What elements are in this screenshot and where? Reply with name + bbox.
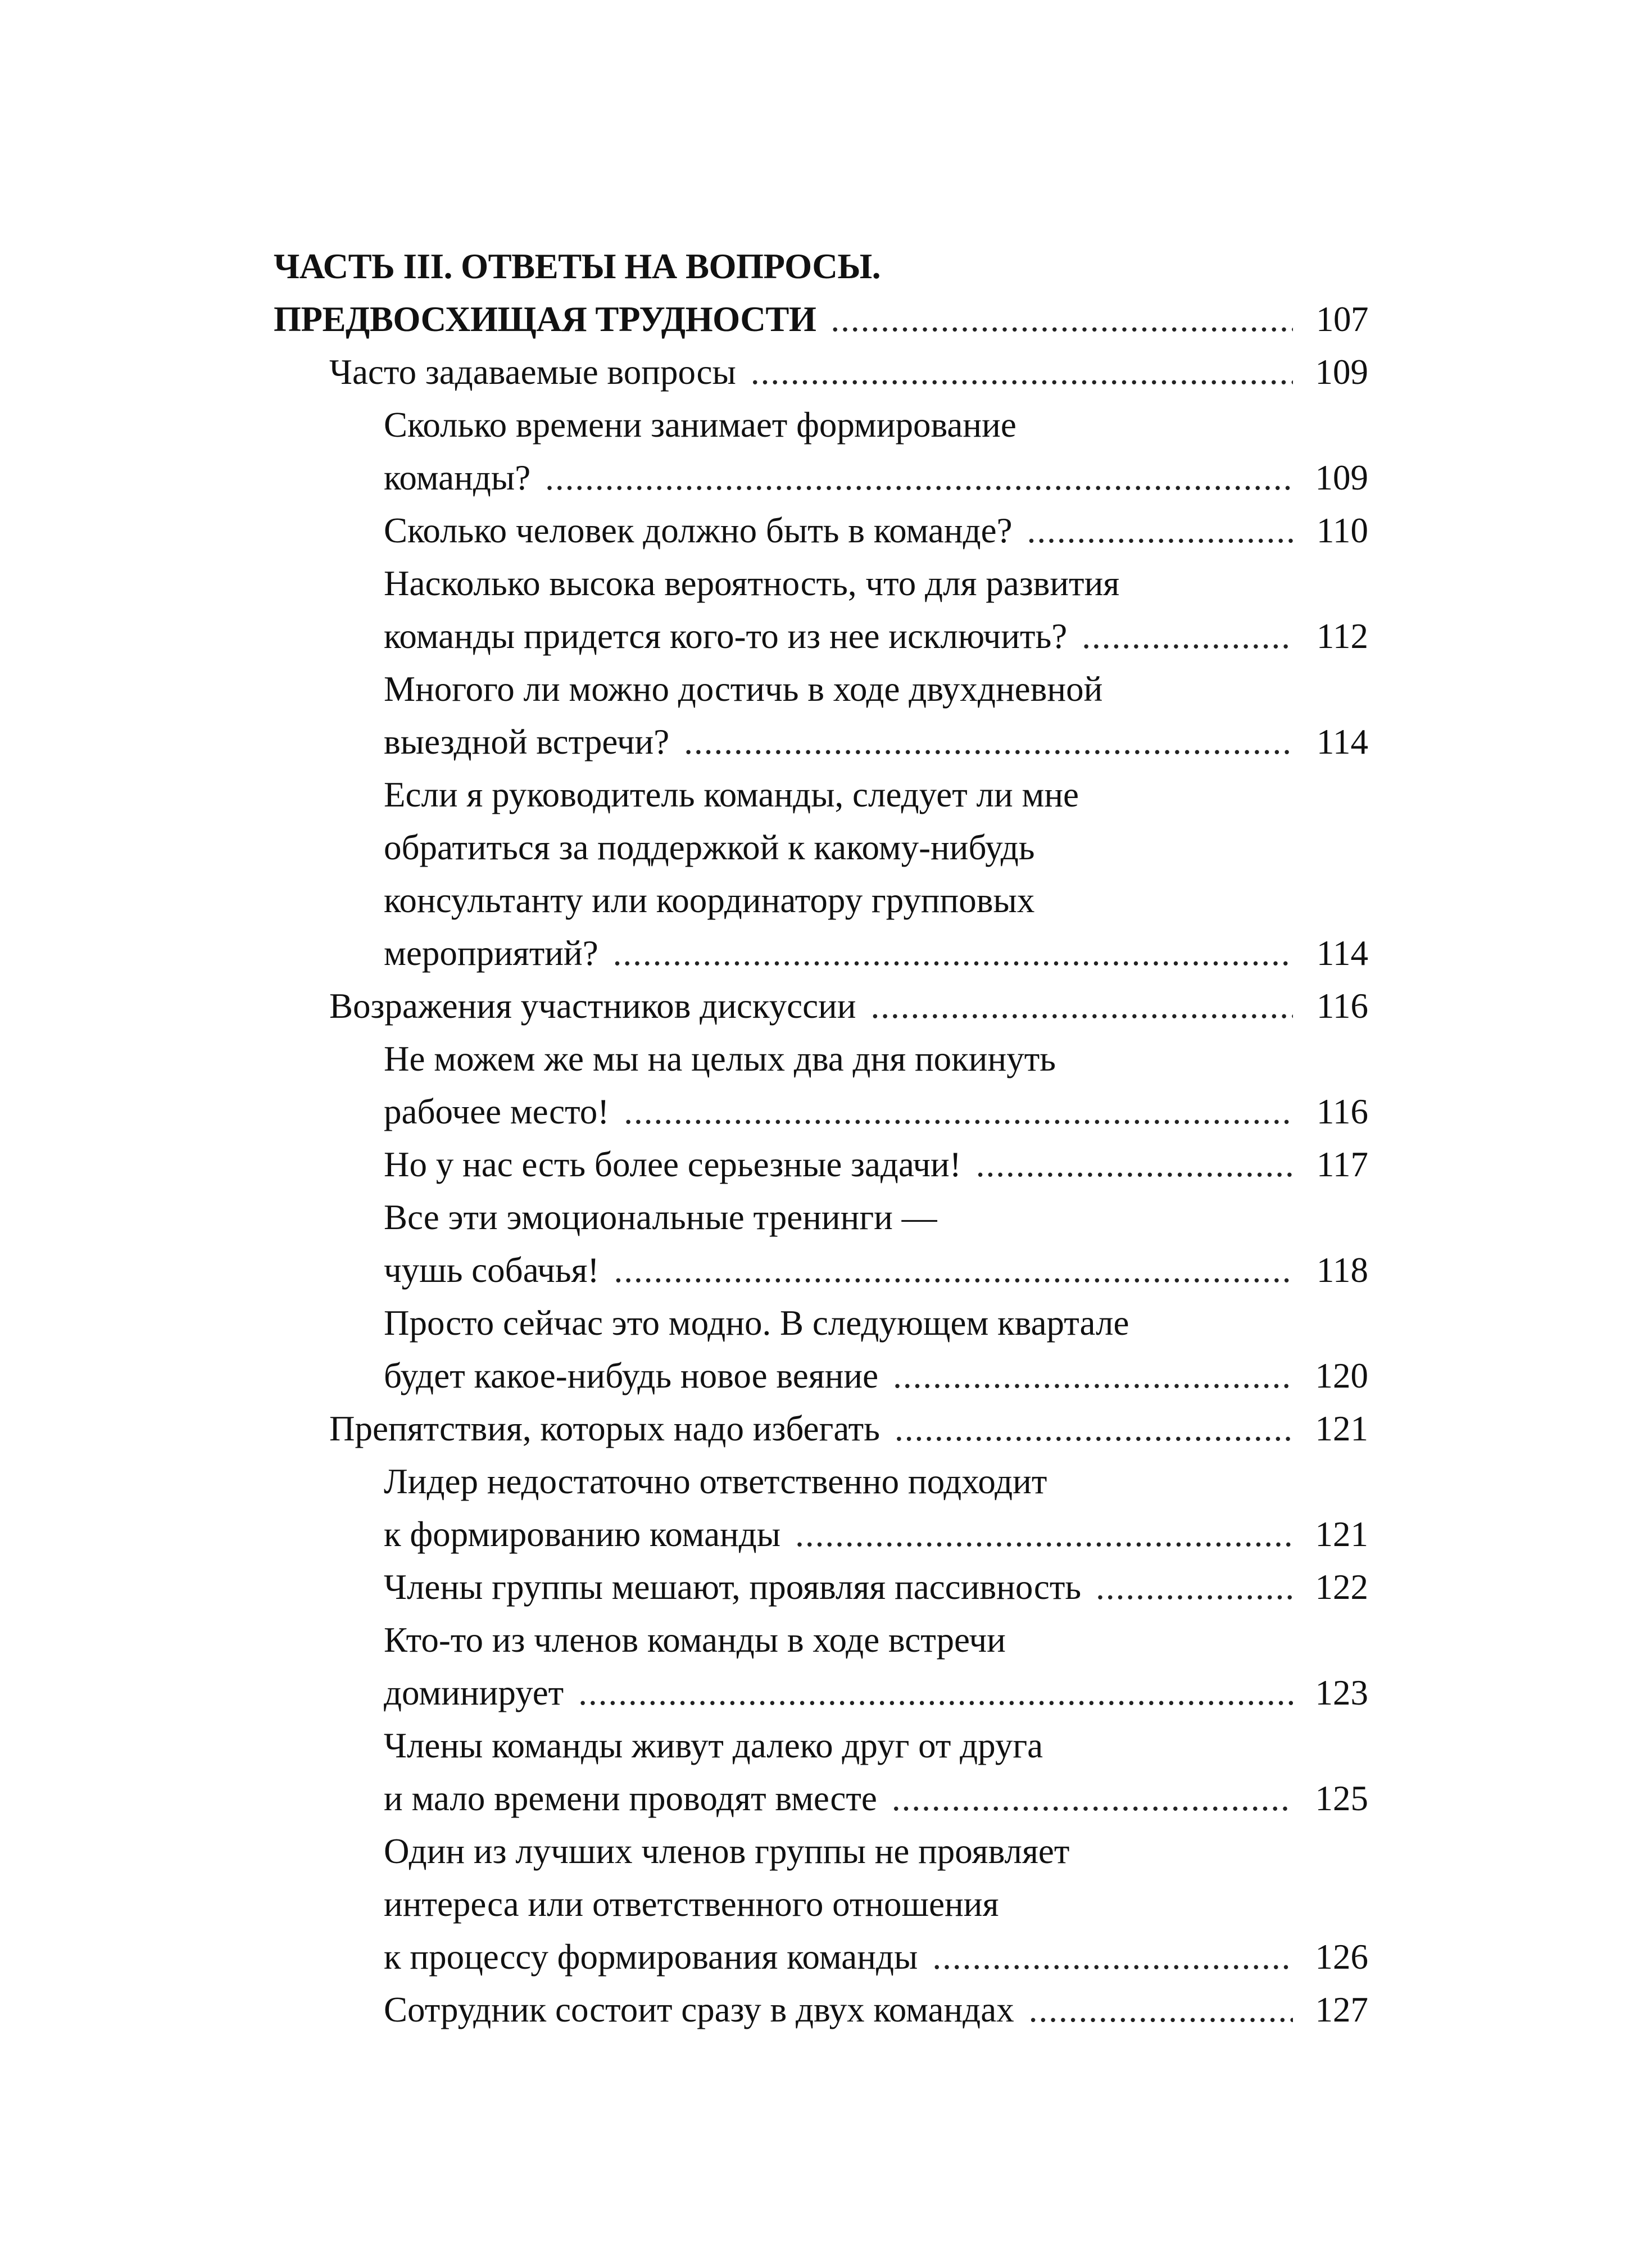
- toc-line: [384, 610, 1368, 663]
- toc-item: [384, 1032, 1368, 1138]
- toc-line: [384, 1297, 1368, 1349]
- toc-line: [384, 1983, 1368, 2036]
- section-title: Возражения участников дискуссии: [329, 986, 856, 1026]
- dot-leader: [1082, 610, 1293, 663]
- toc-item: [384, 1455, 1368, 1561]
- toc-line: [384, 557, 1368, 610]
- dot-leader: [624, 1085, 1293, 1138]
- item-title-line: консультанту или координатору групповых: [384, 881, 1035, 920]
- part-title-line-1: ЧАСТЬ III. ОТВЕТЫ НА ВОПРОСЫ.: [274, 247, 881, 286]
- dot-leader: [1096, 1561, 1293, 1614]
- dot-leader: [830, 293, 1293, 346]
- toc-line: [384, 1614, 1368, 1666]
- toc-item: [384, 557, 1368, 663]
- page-number: 121: [1315, 1515, 1368, 1554]
- dot-leader: [545, 451, 1293, 504]
- page-number: 114: [1316, 722, 1368, 762]
- dot-leader: [893, 1349, 1293, 1402]
- dot-leader: [1027, 504, 1293, 557]
- item-title-line: Сколько времени занимает формирование: [384, 405, 1016, 445]
- toc-line: [384, 1825, 1368, 1878]
- item-title-line: Насколько высока вероятность, что для развития: [384, 564, 1120, 603]
- dot-leader: [976, 1138, 1293, 1191]
- dot-leader: [895, 1402, 1293, 1455]
- item-title-line: выездной встречи?: [384, 722, 670, 762]
- toc-line: [384, 663, 1368, 715]
- toc-item: [384, 1138, 1368, 1191]
- toc-line: [384, 451, 1368, 504]
- page-number: 122: [1315, 1567, 1368, 1607]
- toc-line: [384, 1191, 1368, 1244]
- dot-leader: [613, 927, 1293, 980]
- item-title-line: Члены группы мешают, проявляя пассивность: [384, 1567, 1082, 1607]
- toc-line: [384, 927, 1368, 980]
- toc-line: [384, 1561, 1368, 1614]
- page-number: 126: [1315, 1937, 1368, 1977]
- item-title-line: команды придется кого-то из нее исключить?: [384, 617, 1068, 656]
- toc-line: [384, 398, 1368, 451]
- toc-section-faq: [329, 346, 1368, 398]
- item-title-line: Кто-то из членов команды в ходе встречи: [384, 1620, 1006, 1660]
- toc-item: [384, 663, 1368, 768]
- toc-item: [384, 1297, 1368, 1402]
- page-number: 114: [1316, 933, 1368, 973]
- item-title-line: Если я руководитель команды, следует ли мне: [384, 775, 1079, 814]
- toc-item: [384, 1983, 1368, 2036]
- item-title-line: мероприятий?: [384, 933, 598, 973]
- page-number: 112: [1316, 617, 1368, 656]
- toc-line: [384, 1878, 1368, 1930]
- toc-part-entry: [274, 240, 1368, 346]
- toc-line: [274, 240, 1368, 293]
- item-title-line: чушь собачья!: [384, 1250, 600, 1290]
- toc-item: [384, 1614, 1368, 1719]
- item-title-line: Но у нас есть более серьезные задачи!: [384, 1145, 961, 1184]
- toc-line: [384, 1666, 1368, 1719]
- toc-line: [384, 504, 1368, 557]
- toc-section-obstacles: [329, 1402, 1368, 1455]
- dot-leader: [892, 1772, 1293, 1825]
- dot-leader: [578, 1666, 1293, 1719]
- toc-line: [384, 821, 1368, 874]
- toc-item: [384, 1191, 1368, 1297]
- toc-line: [329, 346, 1368, 398]
- dot-leader: [932, 1930, 1293, 1983]
- page-number: 127: [1315, 1990, 1368, 2029]
- toc-item: [384, 1719, 1368, 1825]
- toc-line: [384, 1085, 1368, 1138]
- page-number: 107: [1316, 300, 1368, 339]
- item-title-line: команды?: [384, 458, 531, 497]
- item-title-line: к формированию команды: [384, 1515, 781, 1554]
- toc-line: [384, 715, 1368, 768]
- toc-line: [384, 1032, 1368, 1085]
- item-title-line: Все эти эмоциональные тренинги —: [384, 1198, 937, 1237]
- page-number: 109: [1315, 352, 1368, 392]
- toc-line: [384, 874, 1368, 927]
- toc-line: [329, 1402, 1368, 1455]
- dot-leader: [614, 1244, 1293, 1297]
- dot-leader: [870, 980, 1293, 1032]
- page-number: 109: [1315, 458, 1368, 497]
- page-number: 116: [1316, 1092, 1368, 1131]
- item-title-line: рабочее место!: [384, 1092, 610, 1131]
- item-title-line: Один из лучших членов группы не проявляет: [384, 1832, 1070, 1871]
- page-number: 123: [1315, 1673, 1368, 1712]
- toc-item: [384, 768, 1368, 980]
- toc-line: [384, 1930, 1368, 1983]
- toc-item: [384, 1825, 1368, 1983]
- item-title-line: Просто сейчас это модно. В следующем квартале: [384, 1303, 1129, 1343]
- section-title: Препятствия, которых надо избегать: [329, 1409, 880, 1448]
- page-number: 117: [1316, 1145, 1368, 1184]
- part-title-line-2: ПРЕДВОСХИЩАЯ ТРУДНОСТИ: [274, 300, 816, 339]
- page-number: 121: [1315, 1409, 1368, 1448]
- toc-line: [384, 1772, 1368, 1825]
- item-title-line: Лидер недостаточно ответственно подходит: [384, 1462, 1047, 1501]
- page-number: 125: [1315, 1779, 1368, 1818]
- toc-section-objections: [329, 980, 1368, 1032]
- toc-line: [384, 768, 1368, 821]
- item-title-line: Члены команды живут далеко друг от друга: [384, 1726, 1043, 1765]
- item-title-line: Сколько человек должно быть в команде?: [384, 511, 1013, 550]
- toc-item: [384, 1561, 1368, 1614]
- toc-item: [384, 504, 1368, 557]
- page-number: 116: [1316, 986, 1368, 1026]
- item-title-line: будет какое-нибудь новое веяние: [384, 1356, 879, 1395]
- toc-line: [329, 980, 1368, 1032]
- dot-leader: [684, 715, 1293, 768]
- toc-line: [274, 293, 1368, 346]
- item-title-line: Сотрудник состоит сразу в двух командах: [384, 1990, 1014, 2029]
- page-number: 110: [1316, 511, 1368, 550]
- page-number: 118: [1316, 1250, 1368, 1290]
- dot-leader: [751, 346, 1293, 398]
- toc-line: [384, 1349, 1368, 1402]
- section-title: Часто задаваемые вопросы: [329, 352, 736, 392]
- dot-leader: [1029, 1983, 1293, 2036]
- toc-line: [384, 1455, 1368, 1508]
- toc-line: [384, 1719, 1368, 1772]
- toc-line: [384, 1244, 1368, 1297]
- item-title-line: интереса или ответственного отношения: [384, 1884, 999, 1924]
- item-title-line: доминирует: [384, 1673, 564, 1712]
- toc-line: [384, 1508, 1368, 1561]
- item-title-line: Не можем же мы на целых два дня покинуть: [384, 1039, 1056, 1078]
- page-number: 120: [1315, 1356, 1368, 1395]
- dot-leader: [795, 1508, 1293, 1561]
- toc-line: [384, 1138, 1368, 1191]
- toc-item: [384, 398, 1368, 504]
- item-title-line: к процессу формирования команды: [384, 1937, 918, 1977]
- item-title-line: Многого ли можно достичь в ходе двухдневной: [384, 669, 1103, 709]
- item-title-line: обратиться за поддержкой к какому-нибудь: [384, 828, 1035, 867]
- item-title-line: и мало времени проводят вместе: [384, 1779, 877, 1818]
